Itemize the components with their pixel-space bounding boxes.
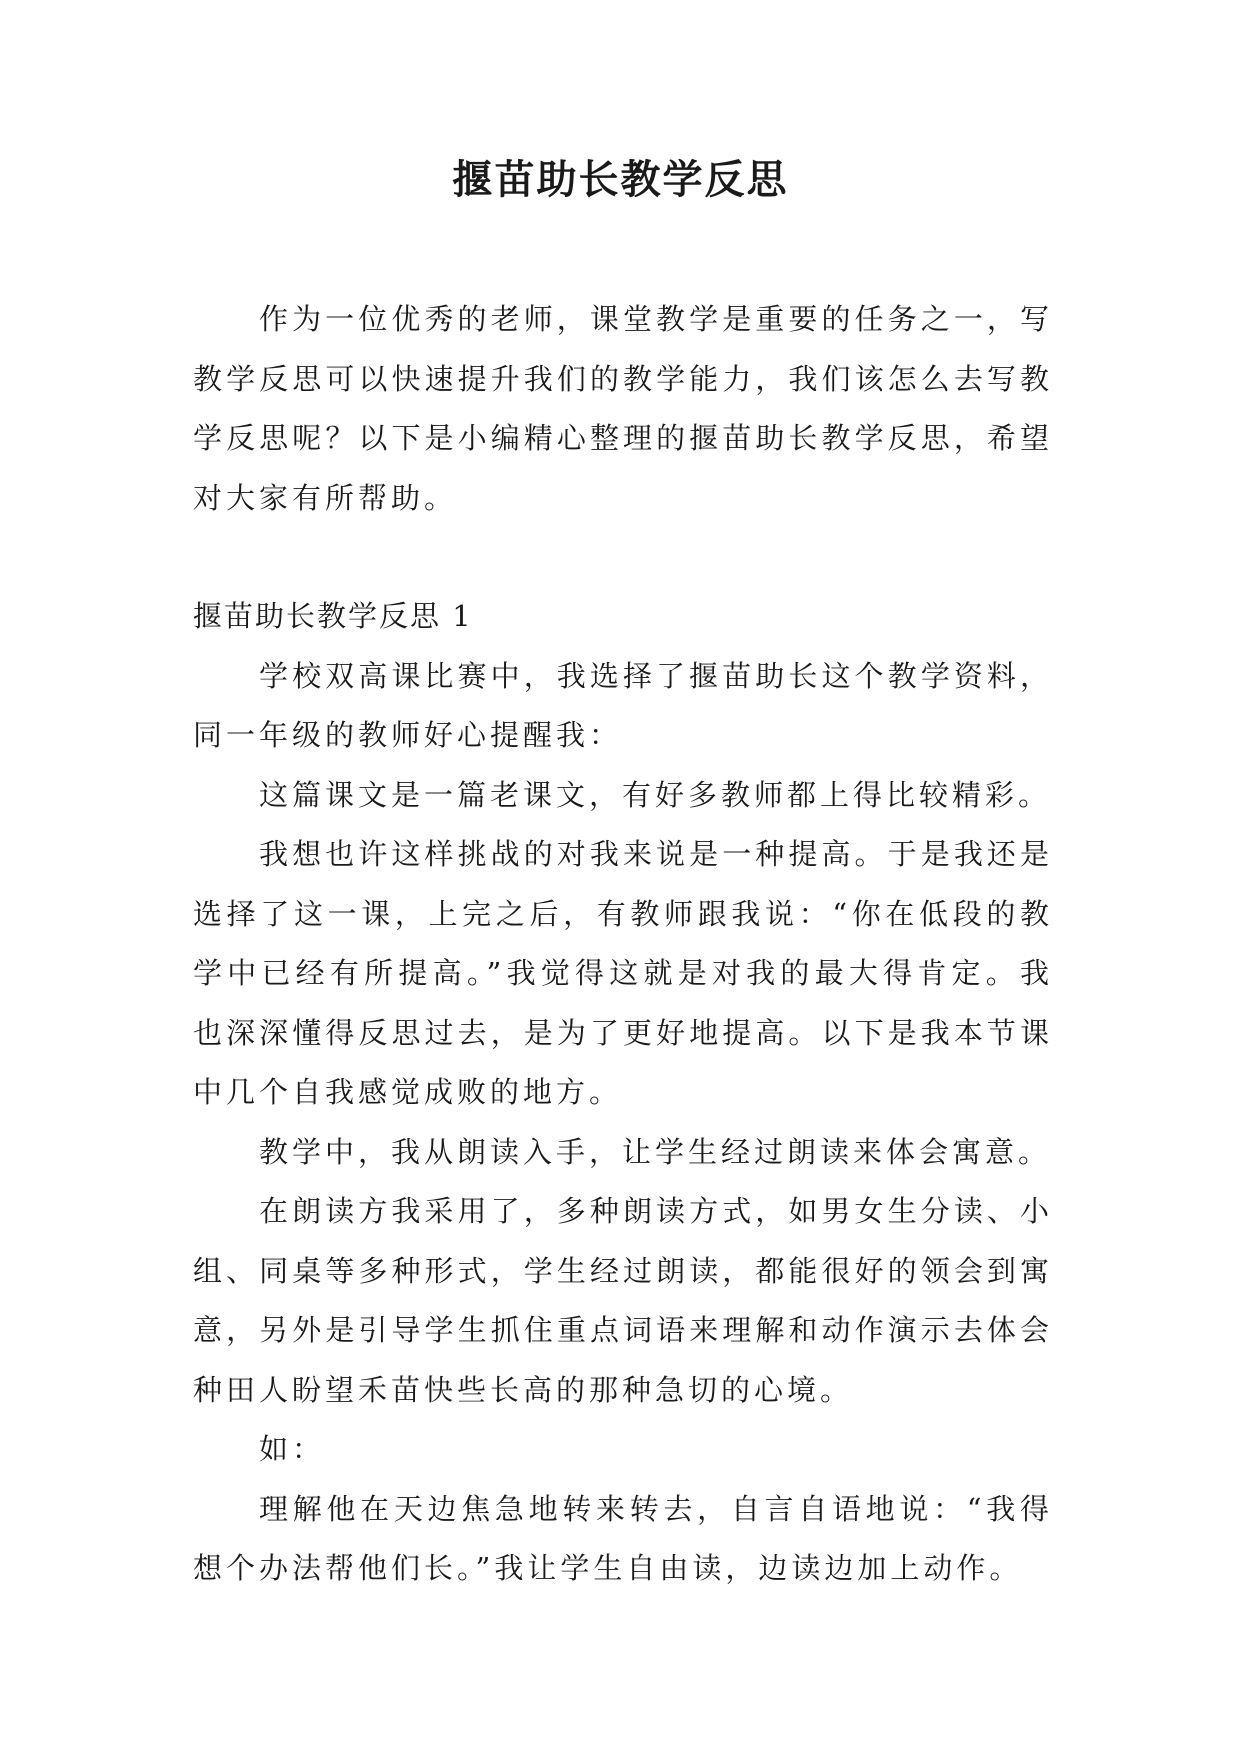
body-paragraph: 学校双高课比赛中，我选择了揠苗助长这个教学资料，同一年级的教师好心提醒我： bbox=[193, 658, 1053, 752]
section-heading: 揠苗助长教学反思 1 bbox=[193, 599, 473, 633]
document-body bbox=[193, 290, 1053, 1599]
intro-paragraph: 作为一位优秀的老师，课堂教学是重要的任务之一，写教学反思可以快速提升我们的教学能力，我们该怎么去写教学反思呢？以下是小编精心整理的揠苗助长教学反思，希望对大家有所帮助。 bbox=[193, 302, 1053, 515]
paragraph-gap bbox=[193, 528, 1053, 587]
body-paragraph: 如： bbox=[259, 1432, 326, 1466]
body-paragraph: 理解他在天边焦急地转来转去，自言自语地说：“我得想个办法帮他们长。”我让学生自由读，边读边加上动作。 bbox=[193, 1491, 1053, 1585]
body-paragraph: 在朗读方我采用了，多种朗读方式，如男女生分读、小组、同桌等多种形式，学生经过朗读，都能很好的领会到寓意，另外是引导学生抓住重点词语来理解和动作演示去体会种田人盼望禾苗快些长高的那种急切的心境。 bbox=[193, 1194, 1053, 1407]
body-paragraph: 教学中，我从朗读入手，让学生经过朗读来体会寓意。 bbox=[259, 1134, 1052, 1169]
body-paragraph: 这篇课文是一篇老课文，有好多教师都上得比较精彩。 bbox=[259, 777, 1052, 812]
document-title: 揠苗助长教学反思 bbox=[452, 156, 789, 203]
body-paragraph: 我想也许这样挑战的对我来说是一种提高。于是我还是选择了这一课，上完之后，有教师跟我说：“你在低段的教学中已经有所提高。”我觉得这就是对我的最大得肯定。我也深深懂得反思过去，是为了更好地提高。以下是我本节课中几个自我感觉成败的地方。 bbox=[193, 837, 1053, 1109]
